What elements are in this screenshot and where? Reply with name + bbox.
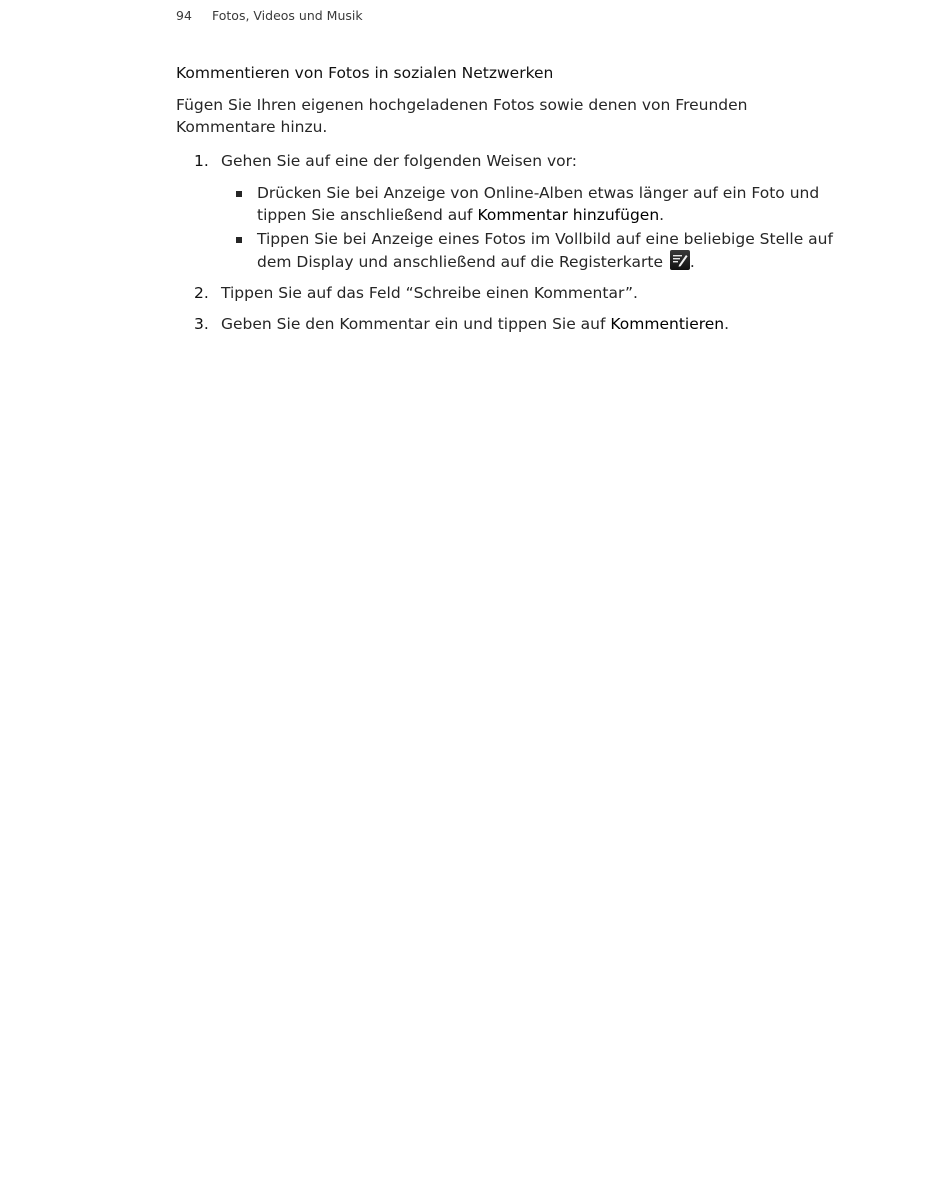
option-item [221, 182, 836, 226]
option-text-end: . [659, 206, 665, 224]
step-text: Geben Sie den Kommentar ein und tippen Sie auf [221, 315, 611, 333]
steps-list [176, 150, 836, 335]
option-text: Drücken Sie bei Anzeige von Online-Alben etwas länger auf ein Foto und tippen Sie anschließend auf [257, 184, 820, 224]
step-number: 2. [194, 284, 209, 302]
bullet-square-icon [236, 191, 242, 197]
step-item [176, 313, 836, 335]
step-emphasis: Kommentieren [610, 315, 725, 333]
options-list [221, 182, 836, 273]
step-text: Tippen Sie auf das Feld “Schreibe einen Kommentar”. [221, 284, 638, 302]
step-number: 3. [194, 315, 209, 333]
step-text-end: . [724, 315, 730, 333]
step-text: Gehen Sie auf eine der folgenden Weisen vor: [221, 152, 577, 170]
bullet-square-icon [236, 237, 242, 243]
option-emphasis: Kommentar hinzufügen [477, 206, 660, 224]
option-text-end: . [689, 253, 695, 271]
option-text: Tippen Sie bei Anzeige eines Fotos im Vollbild auf eine beliebige Stelle auf dem Display und anschließend auf die Registerkarte [257, 230, 833, 271]
intro-paragraph: Fügen Sie Ihren eigenen hochgeladenen Fotos sowie denen von Freunden Kommentare hinzu. [176, 96, 748, 136]
section-title: Kommentieren von Fotos in sozialen Netzwerken [176, 64, 554, 82]
step-item [176, 150, 836, 273]
comment-tab-icon [670, 250, 690, 270]
running-header [176, 8, 363, 23]
option-item [221, 228, 836, 273]
chapter-title: Fotos, Videos und Musik [212, 8, 363, 23]
page-number: 94 [176, 8, 192, 23]
step-item [176, 282, 836, 304]
step-number: 1. [194, 152, 209, 170]
page-content [176, 62, 836, 344]
